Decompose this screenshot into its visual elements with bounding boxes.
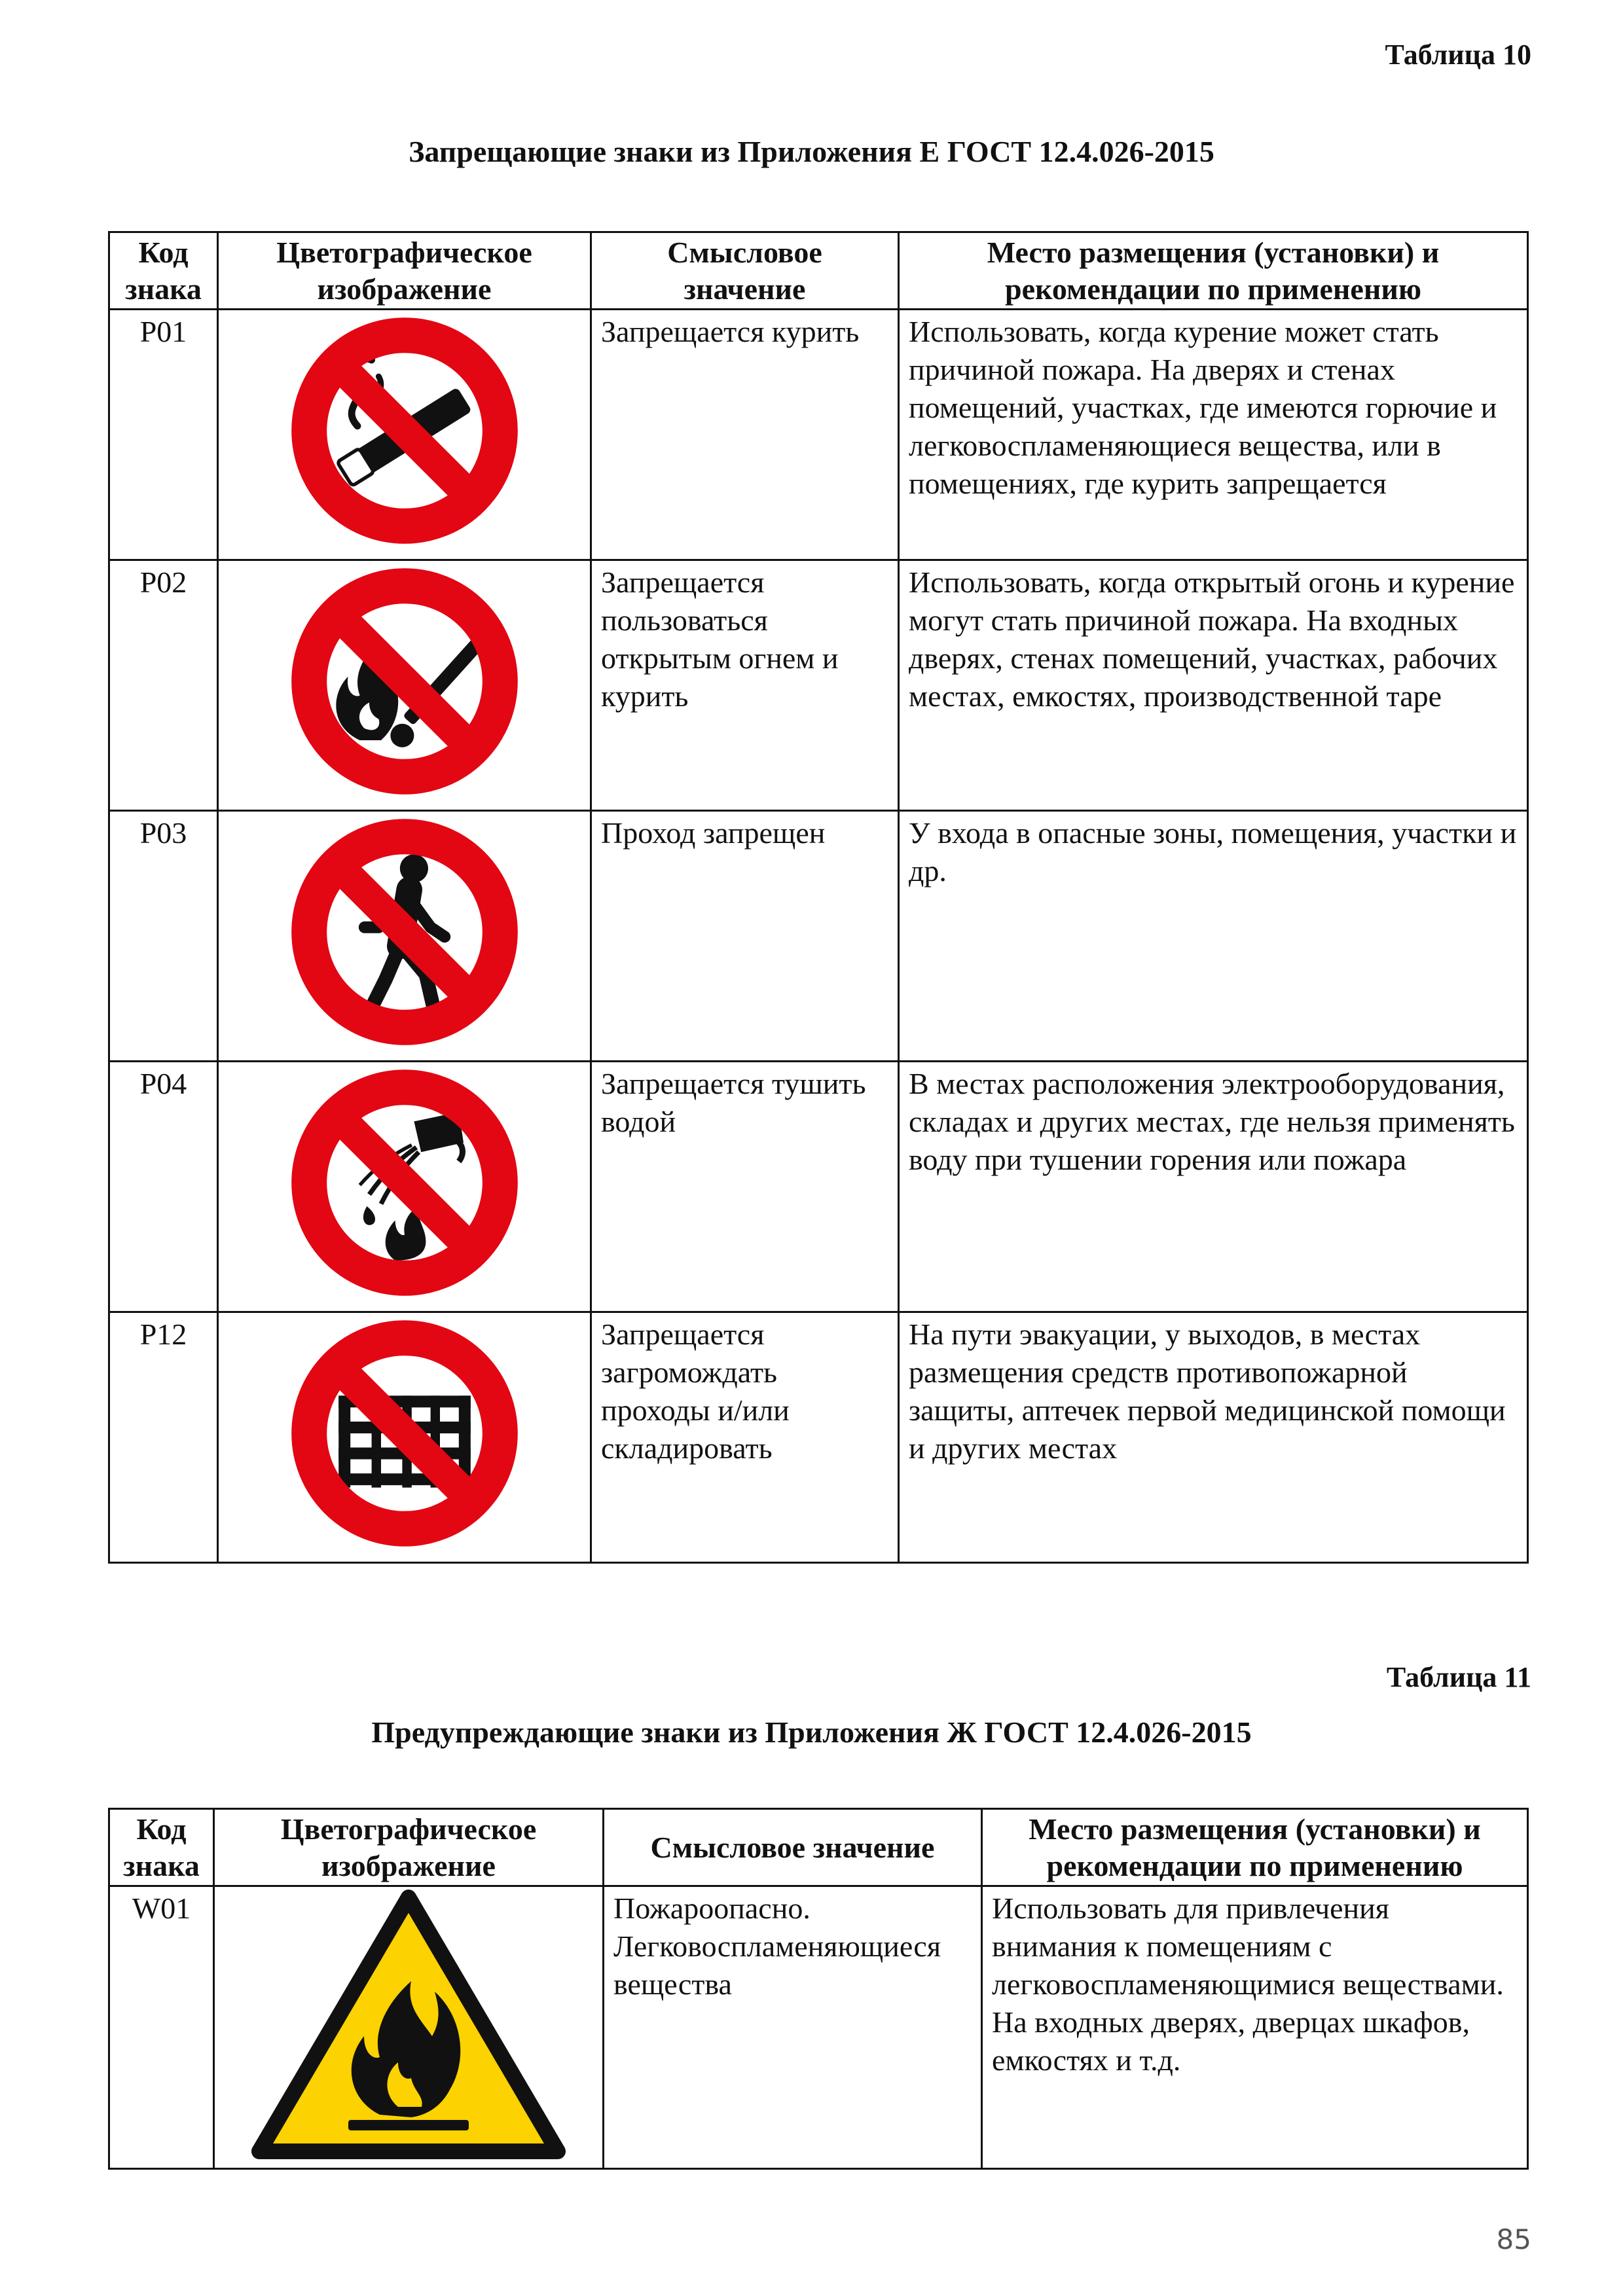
- table11-caption: Таблица 11: [1386, 1661, 1531, 1693]
- header-meaning: Смысловое значение: [604, 1809, 982, 1886]
- no-smoking-icon: [287, 313, 522, 548]
- table10-caption: Таблица 10: [1385, 39, 1531, 71]
- flammable-warning-icon: [251, 1890, 566, 2159]
- sign-placement: В местах расположения электрооборудования, складах и других местах, где нельзя применять воду при тушении горения или пожара: [899, 1062, 1528, 1312]
- table11-title: Предупреждающие знаки из Приложения Ж ГОСТ 12.4.026-2015: [371, 1715, 1252, 1749]
- no-open-flame-icon: [287, 564, 522, 799]
- sign-code: P01: [109, 310, 218, 560]
- sign-meaning: Запрещается пользоваться открытым огнем и курить: [591, 560, 899, 811]
- table10-header-row: [109, 232, 1528, 310]
- table-row: [109, 1886, 1528, 2169]
- sign-placement: Использовать для привлечения внимания к помещениям с легковоспламеняющимися веществами. На входных дверях, дверцах шкафов, емкостях и т.д.: [982, 1886, 1528, 2169]
- sign-image-cell: [214, 1886, 604, 2169]
- sign-meaning: Запрещается тушить водой: [591, 1062, 899, 1312]
- table-row: [109, 811, 1528, 1062]
- sign-image-cell: [218, 1312, 591, 1563]
- no-entry-pedestrian-icon: [287, 814, 522, 1050]
- header-meaning: Смысловое значение: [591, 232, 899, 310]
- table-row: [109, 1062, 1528, 1312]
- sign-code: P03: [109, 811, 218, 1062]
- sign-image-cell: [218, 1062, 591, 1312]
- page-number: 85: [1496, 2223, 1531, 2255]
- header-image: Цветографическое изображение: [214, 1809, 604, 1886]
- table-row: [109, 1312, 1528, 1563]
- sign-placement: На пути эвакуации, у выходов, в местах размещения средств противопожарной защиты, аптечек первой медицинской помощи и других местах: [899, 1312, 1528, 1563]
- no-water-extinguish-icon: [287, 1065, 522, 1300]
- sign-code: W01: [109, 1886, 214, 2169]
- sign-placement: Использовать, когда открытый огонь и курение могут стать причиной пожара. На входных дверях, стенах помещений, участках, рабочих местах, емкостях, производственной таре: [899, 560, 1528, 811]
- warning-signs-table: [108, 1808, 1529, 2170]
- sign-image-cell: [218, 560, 591, 811]
- table-row: [109, 560, 1528, 811]
- table10-title: Запрещающие знаки из Приложения Е ГОСТ 12.4.026-2015: [409, 135, 1214, 168]
- sign-code: P12: [109, 1312, 218, 1563]
- sign-code: P02: [109, 560, 218, 811]
- sign-placement: У входа в опасные зоны, помещения, участки и др.: [899, 811, 1528, 1062]
- sign-meaning: Запрещается загромождать проходы и/или складировать: [591, 1312, 899, 1563]
- sign-image-cell: [218, 310, 591, 560]
- sign-meaning: Проход запрещен: [591, 811, 899, 1062]
- sign-meaning: Пожароопасно. Легковоспламеняющиеся вещества: [604, 1886, 982, 2169]
- prohibition-signs-table: [108, 231, 1529, 1564]
- table-row: [109, 310, 1528, 560]
- header-placement: Место размещения (установки) и рекомендации по применению: [899, 232, 1528, 310]
- sign-image-cell: [218, 811, 591, 1062]
- sign-code: P04: [109, 1062, 218, 1312]
- no-obstruction-icon: [287, 1316, 522, 1551]
- header-code: Код знака: [109, 1809, 214, 1886]
- table11-header-row: [109, 1809, 1528, 1886]
- sign-placement: Использовать, когда курение может стать причиной пожара. На дверях и стенах помещений, участках, где имеются горючие и легковоспламеняющиеся вещества, или в помещениях, где курить запрещается: [899, 310, 1528, 560]
- header-image: Цветографическое изображение: [218, 232, 591, 310]
- header-placement: Место размещения (установки) и рекомендации по применению: [982, 1809, 1528, 1886]
- header-code: Код знака: [109, 232, 218, 310]
- sign-meaning: Запрещается курить: [591, 310, 899, 560]
